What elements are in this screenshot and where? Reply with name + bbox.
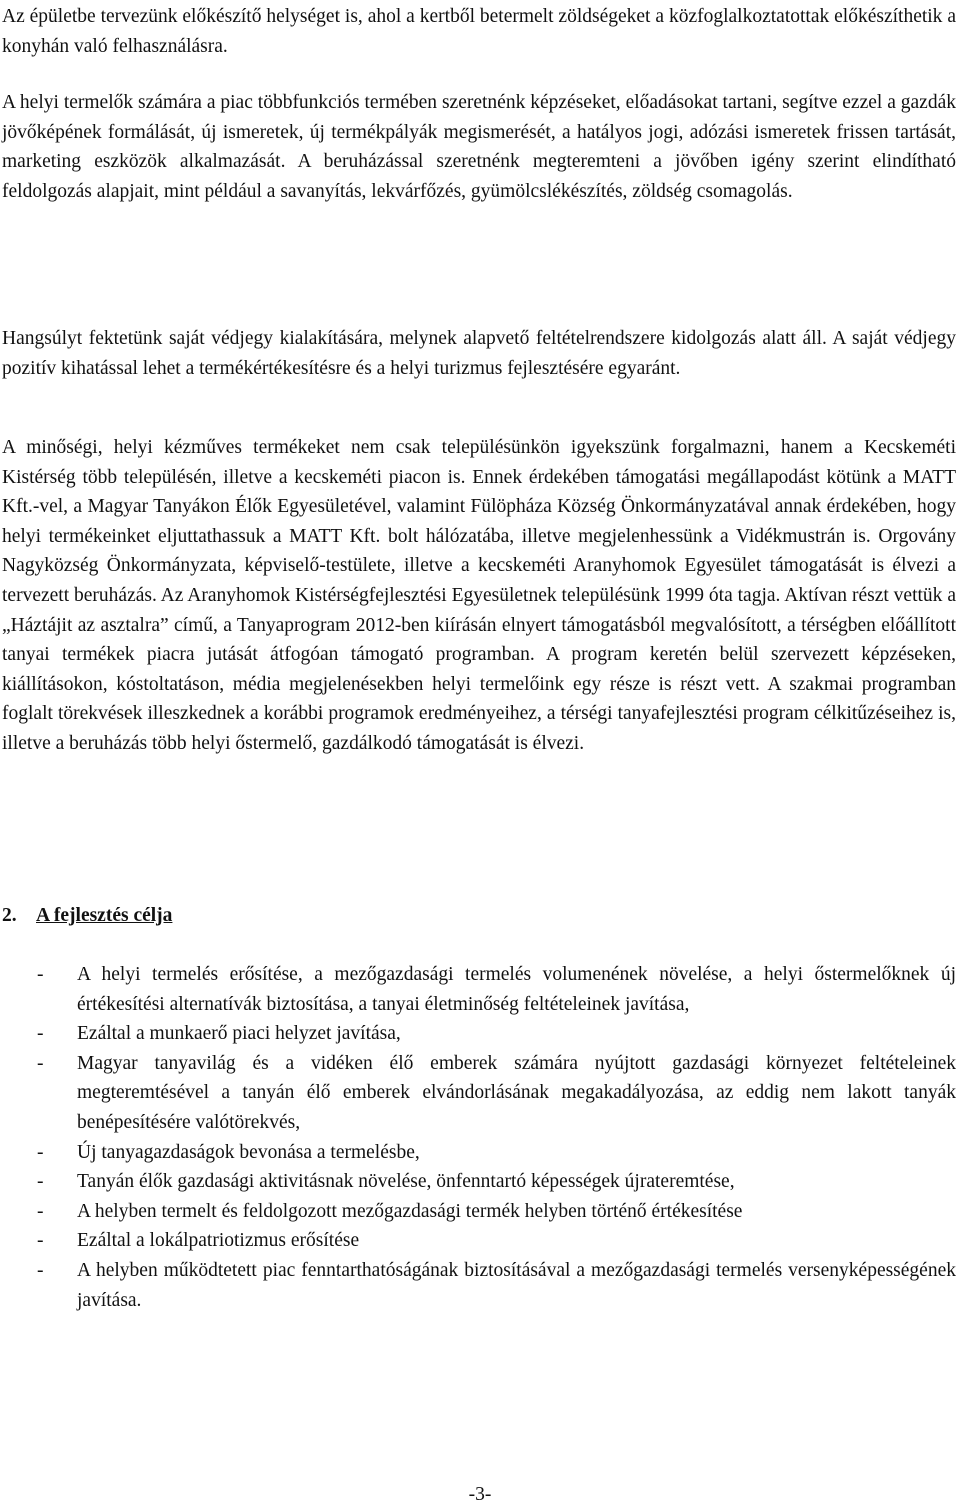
list-dash: - (37, 1171, 44, 1193)
list-item (0, 1049, 956, 1138)
page-number: -3- (468, 1484, 492, 1505)
paragraph-preparation-room: Az épületbe tervezünk előkészítő helységet is, ahol a kertből betermelt zöldségeket a közfoglalkoztatottak előkészíthetik a konyhán való felhasználásra. (2, 6, 956, 57)
list-dash: - (37, 1259, 44, 1281)
list-dash: - (37, 964, 44, 985)
list-item-text: Ezáltal a munkaerő piaci helyzet javítása, (77, 1023, 401, 1045)
list-item-text: A helyben termelt és feldolgozott mezőgazdasági termék helyben történő értékesítése (77, 1200, 743, 1222)
list-dash: - (37, 1052, 44, 1074)
paragraph-trainings: A helyi termelők számára a piac többfunkciós termében szeretnénk képzéseket, előadásokat tartani, segítve ezzel a gazdák jövőképének formálását, új ismeretek, új termékpályák megismerését, a hatályos jogi, adózási ismeretek frissen tartását, marketing eszközök alkalmazását. A beruházással szeretnénk megteremteni a jövőben igény szerint elindítható feldolgozás alapjait, mint például a savanyítás, lekvárfőzés, gyümölcslékészítés, zöldség csomagolás. (2, 92, 956, 202)
list-item-text: A helyi termelés erősítése, a mezőgazdasági termelés volumenének növelése, a helyi őstermelőknek új értékesítési alternatívák biztosítása, a tanyai életminőség feltételeinek javítása, (77, 964, 956, 1015)
list-item-text: Ezáltal a lokálpatriotizmus erősítése (77, 1230, 360, 1252)
list-item (0, 1138, 956, 1168)
section-number: 2. (2, 905, 17, 926)
list-dash: - (37, 1200, 44, 1222)
list-item-text: A helyben működtetett piac fenntarthatóságának biztosításával a mezőgazdasági termelés versenyképességének javítása. (77, 1259, 956, 1311)
list-item (0, 1197, 956, 1227)
list-item-text: Magyar tanyavilág és a vidéken élő emberek számára nyújtott gazdasági környezet feltételeinek megteremtésével a tanyán élő emberek elvándorlásának megakadályozása, az eddig nem lakott tanyák benépesítésére valótörekvés, (77, 1052, 956, 1133)
list-dash: - (37, 1141, 44, 1163)
list-dash: - (37, 1023, 44, 1045)
list-item-text: Új tanyagazdaságok bevonása a termelésbe, (77, 1141, 420, 1163)
paragraph-trademark: Hangsúlyt fektetünk saját védjegy kialakítására, melynek alapvető feltételrendszere kidolgozás alatt áll. A saját védjegy pozitív kihatással lehet a termékértékesítésre és a helyi turizmus fejlesztésére egyaránt. (2, 328, 956, 379)
section-heading (2, 901, 172, 931)
goals-list (0, 960, 960, 1315)
list-item (0, 1226, 956, 1256)
list-item (0, 960, 956, 1019)
list-item (0, 1167, 956, 1197)
paragraph-distribution: A minőségi, helyi kézműves termékeket nem csak településünkön igyekszünk forgalmazni, hanem a Kecskeméti Kistérség több településén, illetve a kecskeméti piacon is. Ennek érdekében támogatási megállapodást kötünk a MATT Kft.-vel, a Magyar Tanyákon Élők Egyesületével, valamint Fülöpháza Község Önkormányzatával annak érdekében, hogy helyi termékeinket eljuttathassuk a MATT Kft. bolt hálózatába, illetve megjelenhessünk a Vidékmustrán is. Orgovány Nagyközség Önkormányzata, képviselő-testülete, illetve a kecskeméti Aranyhomok Egyesület támogatását is élvezi a tervezett beruházás. Az Aranyhomok Kistérségfejlesztési Egyesületnek településünk 1999 óta tagja. Aktívan részt vettük a „Háztájit az asztalra” című, a Tanyaprogram 2012-ben kiírásán elnyert támogatásból megvalósított, a térségben előállított tanyai termékek piacra jutását átfogóan támogató programban. A program keretén belül szervezett képzéseken, kiállításokon, kóstoltatáson, média megjelenésekben helyi termelőink egy része is részt vett. A szakmai programban foglalt törekvések illeszkednek a korábbi programok eredményeihez, a térségi tanyafejlesztési program célkitűzéseihez is, illetve a beruházás több helyi őstermelő, gazdálkodó támogatását is élvezi. (2, 437, 956, 754)
section-title: A fejlesztés célja (36, 905, 173, 926)
list-item (0, 1019, 956, 1049)
list-dash: - (37, 1230, 44, 1252)
list-item (0, 1256, 956, 1315)
list-item-text: Tanyán élők gazdasági aktivitásnak növelése, önfenntartó képességek újrateremtése, (77, 1171, 735, 1193)
